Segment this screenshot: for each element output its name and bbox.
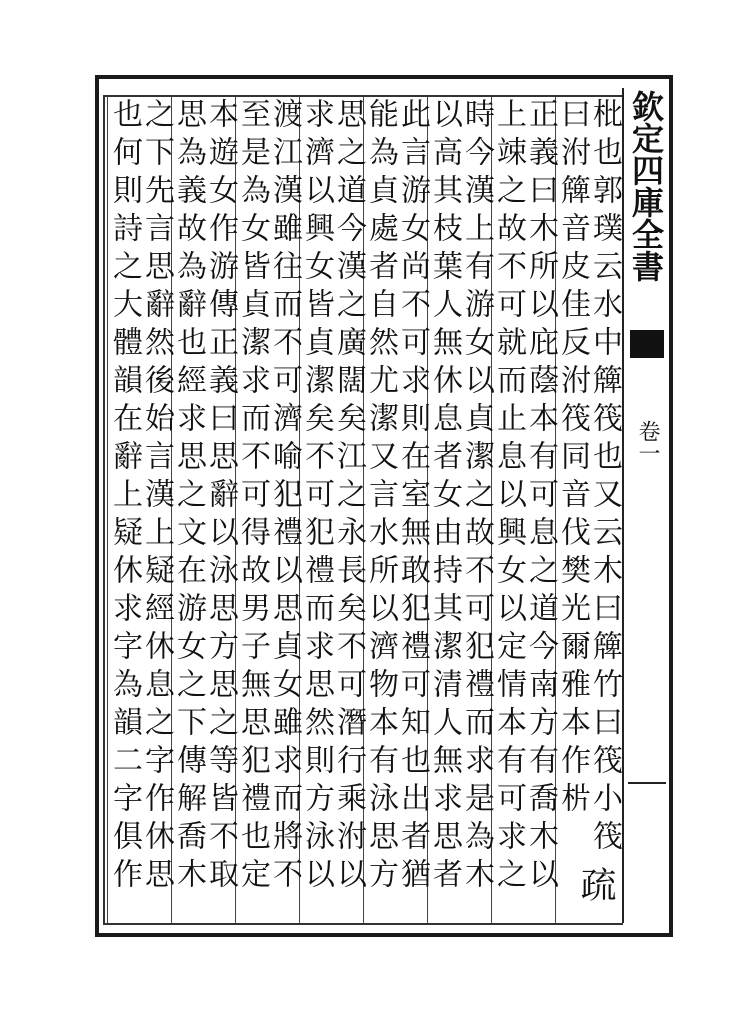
text-column: 也何則詩之大體韻在辭上疑休求字為韻二字俱作 xyxy=(107,98,142,896)
text-column: 之下先言思辭然後始言漢上疑經休息之字作休思 xyxy=(139,98,174,896)
text-column: 至是為女皆貞潔求而不可得故男子無思犯禮也定 xyxy=(235,98,270,896)
text-column: 枇也郭璞云水中簰筏也又云木曰簰竹曰筏小筏 xyxy=(587,98,622,858)
column-divider xyxy=(107,97,108,923)
text-column: 此言游女尚不可求則在室無敢犯禮可知也出者猶 xyxy=(395,98,430,896)
text-column: 上竦之故不可就而止息以興女以定情本有可求之 xyxy=(491,98,526,896)
text-column: 思之道今漢之廣闊矣江之永長矣不可潛行乘泭以 xyxy=(331,98,366,896)
text-column: 渡江漢雖往而不可濟喻犯禮以思貞女雖求而將不 xyxy=(267,98,302,896)
text-column: 以高其枝葉人無休息者女由持其潔清人無求思者 xyxy=(427,98,462,896)
text-column: 曰泭簰音皮佳反泭筏同音伐樊光爾雅本作㭊 xyxy=(555,98,590,820)
juan-label: 卷一 xyxy=(635,420,660,464)
text-column: 時今漢上有游女以貞潔之故不可犯禮而求是為木 xyxy=(459,98,494,896)
text-column: 思為義故為辭也經求思之文在游女之下傳解喬木 xyxy=(171,98,206,896)
fish-tail-block xyxy=(630,330,664,358)
commentary-marker: 疏 xyxy=(575,866,616,903)
text-column: 能為貞處者自然尤潔又言水所以濟物本有泳思方 xyxy=(363,98,398,896)
text-column: 求濟以興女皆貞潔矣不可犯禮而求思然則方泳以 xyxy=(299,98,334,896)
text-column: 本遊女作游傳正義曰思辭以泳思方思之等皆不取 xyxy=(203,98,238,896)
text-column: 正義曰木所以庇蔭本有可息之道今南方有喬木以 xyxy=(523,98,558,896)
margin-rule xyxy=(628,782,666,784)
book-title: 欽定四庫全書 xyxy=(627,90,665,282)
